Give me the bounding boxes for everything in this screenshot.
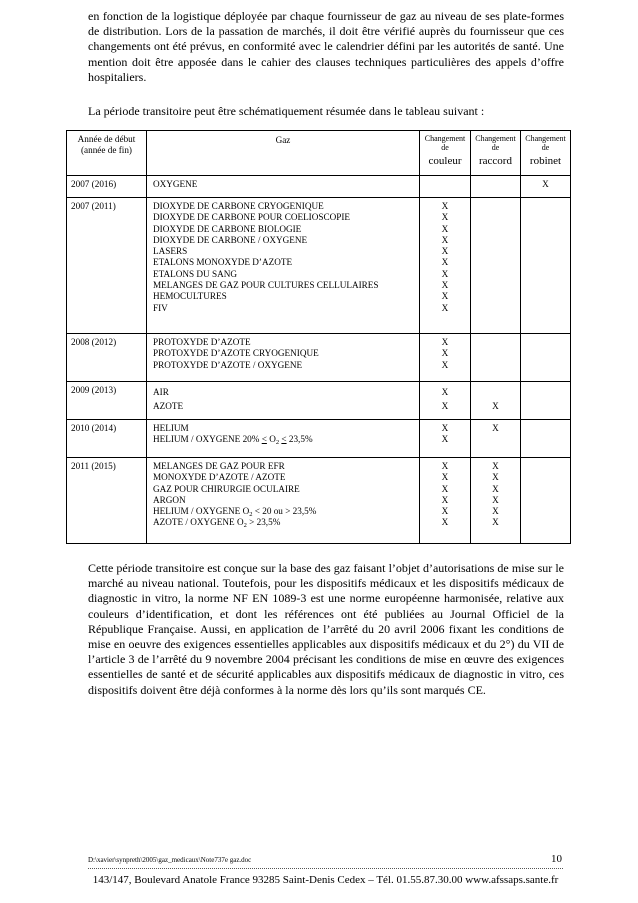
cell-raccord <box>471 382 521 420</box>
mark-x: X <box>441 257 449 268</box>
mark-x: X <box>492 461 499 471</box>
row-year: 2007 (2016) <box>67 176 147 198</box>
mark-x: X <box>492 423 499 433</box>
cell-couleur <box>420 420 471 458</box>
gas-text: HELIUM / OXYGENE 20% <box>153 434 262 445</box>
mark-x: X <box>492 506 499 517</box>
header-raccord <box>471 131 521 176</box>
gas-text: HELIUM / OXYGENE O <box>153 506 250 517</box>
cell-couleur <box>420 334 471 382</box>
header-year-line2: (année de fin) <box>80 145 132 156</box>
header-robinet-big: robinet <box>529 154 562 167</box>
row-gases <box>147 458 420 544</box>
gas-name: DIOXYDE DE CARBONE POUR COELIOSCOPIE <box>153 212 351 223</box>
mark-empty <box>471 385 520 399</box>
cell-robinet <box>521 382 571 420</box>
row-gases <box>147 198 420 334</box>
table-row <box>67 176 571 198</box>
mark-x: X <box>441 434 449 445</box>
mark-x: X <box>542 179 549 189</box>
header-year-line1: Année de début <box>77 134 136 144</box>
row-gases <box>147 382 420 420</box>
mark-x: X <box>492 401 499 411</box>
cell-couleur <box>420 382 471 420</box>
footer-address: 143/147, Boulevard Anatole France 93285 Saint-Denis Cedex – Tél. 01.55.87.30.00 www.afssaps.sante.fr <box>92 874 559 886</box>
header-couleur-small2: de <box>441 143 449 153</box>
gas-name <box>153 506 419 517</box>
gas-name: MELANGES DE GAZ POUR CULTURES CELLULAIRES <box>153 280 379 291</box>
gas-name: LASERS <box>153 246 188 257</box>
mark-x: X <box>441 494 449 505</box>
mark-x: X <box>441 348 449 359</box>
cell-couleur <box>420 458 471 544</box>
header-year <box>67 131 147 176</box>
gas-name: PROTOXYDE D’AZOTE CRYOGENIQUE <box>153 348 319 359</box>
gas-name: HELIUM <box>153 423 189 433</box>
intro-paragraph: en fonction de la logistique déployée par chaque fournisseur de gaz au niveau de ses plate-formes de distribution. Lors de la passation de marchés, il doit être vérifié auprès du fournisseur que ces changements ont été prévus, en conformité avec le calendrier défini par les autorités de santé. Une mention doit être apposée dans le cahier des clauses techniques particulières des appels d’offre hospitaliers. <box>88 9 564 84</box>
mark-x: X <box>492 483 499 494</box>
mark-x: X <box>441 472 449 483</box>
header-gaz: Gaz <box>147 131 420 176</box>
mark-x: X <box>441 359 449 370</box>
closing-paragraph: Cette période transitoire est conçue sur la base des gaz faisant l’objet d’autorisations de mise sur le marché au niveau national. Toutefois, pour les dispositifs médicaux et les dispositifs médicaux de diagnostic in vitro, la norme NF EN 1089-3 est une norme européenne harmonisée, relative aux couleurs d’identification, et dont les références ont été publiées au Journal Officiel de la République Française. Aussi, en application de l’arrêté du 20 avril 2006 fixant les conditions de mise en oeuvre des exigences essentielles applicables aux dispositifs médicaux et du 2°) du VII de l’article 3 de l’arrêté du 9 novembre 2004 précisant les conditions de mise en œuvre des exigences essentielles de santé et de sécurité applicables aux dispositifs médicaux de diagnostic in vitro, ces dispositifs doivent être déjà conformes à la norme dès lors qu’ils sont marqués CE. <box>88 561 564 697</box>
mark-x: X <box>441 401 449 411</box>
header-robinet-small1: Changement <box>525 134 566 143</box>
cell-robinet <box>521 420 571 458</box>
mark-x: X <box>492 472 499 483</box>
mark-x: X <box>441 387 449 397</box>
cell-raccord <box>471 334 521 382</box>
gas-name: DIOXYDE DE CARBONE / OXYGENE <box>153 234 308 245</box>
gas-text: < 20 ou > 23,5% <box>252 506 317 517</box>
row-year: 2009 (2013) <box>67 382 147 420</box>
table-row <box>67 334 571 382</box>
gas-name: AIR <box>153 387 169 397</box>
row-gases <box>147 176 420 198</box>
gas-name: ETALONS MONOXYDE D’AZOTE <box>153 257 293 268</box>
header-couleur-big: couleur <box>428 154 462 167</box>
cell-raccord <box>471 176 521 198</box>
gas-name: FIV <box>153 302 168 313</box>
gas-name: AZOTE <box>153 401 184 411</box>
gas-text: > 23,5% <box>246 517 281 528</box>
cell-raccord <box>471 458 521 544</box>
table-header-row <box>67 131 571 176</box>
table-lead-sentence: La période transitoire peut être schématiquement résumée dans le tableau suivant : <box>88 104 485 118</box>
gas-name: MELANGES DE GAZ POUR EFR <box>153 461 285 471</box>
footer-file-path: D:\xavier\synpreth\2005\gaz_medicaux\Note737e gaz.doc <box>88 856 252 864</box>
row-year: 2010 (2014) <box>67 420 147 458</box>
mark-x: X <box>492 517 499 528</box>
cell-raccord <box>471 198 521 334</box>
header-couleur-small1: Changement <box>424 134 466 143</box>
subscript: 2 <box>275 439 280 447</box>
mark-x: X <box>441 268 449 279</box>
subscript: 2 <box>249 511 253 519</box>
mark-x: X <box>441 302 449 313</box>
table-row <box>67 198 571 334</box>
table-row <box>67 382 571 420</box>
page-number: 10 <box>551 853 562 865</box>
mark-x: X <box>441 212 449 223</box>
mark-x: X <box>492 494 499 505</box>
gas-text: O <box>266 434 276 445</box>
header-raccord-big: raccord <box>479 154 512 167</box>
gas-name: OXYGENE <box>153 179 198 189</box>
gas-name <box>153 434 419 445</box>
less-equal-sign: < <box>261 434 267 445</box>
less-equal-sign: < <box>281 434 287 445</box>
row-gases <box>147 420 420 458</box>
header-robinet-small2: de <box>541 143 550 153</box>
row-gases <box>147 334 420 382</box>
gas-name: PROTOXYDE D’AZOTE / OXYGENE <box>153 359 303 370</box>
subscript: 2 <box>243 522 247 530</box>
cell-couleur <box>420 176 471 198</box>
header-couleur <box>420 131 471 176</box>
gas-name: PROTOXYDE D’AZOTE <box>153 337 251 347</box>
gas-name: ARGON <box>153 494 186 505</box>
cell-robinet <box>521 176 571 198</box>
table-row <box>67 458 571 544</box>
row-year: 2011 (2015) <box>67 458 147 544</box>
gas-name: DIOXYDE DE CARBONE CRYOGENIQUE <box>153 201 324 211</box>
header-raccord-small1: Changement <box>475 134 516 143</box>
gas-name: MONOXYDE D’AZOTE / AZOTE <box>153 472 286 483</box>
transition-table <box>66 130 571 544</box>
cell-robinet <box>521 198 571 334</box>
mark-x: X <box>441 201 449 211</box>
mark-x: X <box>441 423 449 433</box>
gas-name: ETALONS DU SANG <box>153 268 237 279</box>
cell-couleur <box>420 198 471 334</box>
gas-name <box>153 517 419 528</box>
cell-robinet <box>521 334 571 382</box>
mark-x: X <box>441 280 449 291</box>
gas-text: AZOTE / OXYGENE O <box>153 517 244 528</box>
table-row <box>67 420 571 458</box>
mark-x: X <box>441 223 449 234</box>
cell-robinet <box>521 458 571 544</box>
mark-x: X <box>441 291 449 302</box>
gas-name: DIOXYDE DE CARBONE BIOLOGIE <box>153 223 302 234</box>
cell-raccord <box>471 420 521 458</box>
gas-name: HEMOCULTURES <box>153 291 227 302</box>
mark-x: X <box>441 483 449 494</box>
row-year: 2008 (2012) <box>67 334 147 382</box>
mark-x: X <box>441 517 449 528</box>
footer-divider <box>88 868 563 869</box>
header-raccord-small2: de <box>491 143 500 153</box>
mark-x: X <box>441 337 449 347</box>
row-year: 2007 (2011) <box>67 198 147 334</box>
mark-x: X <box>441 246 449 257</box>
gas-text: 23,5% <box>286 434 313 445</box>
mark-x: X <box>441 234 449 245</box>
header-robinet <box>521 131 571 176</box>
gas-name: GAZ POUR CHIRURGIE OCULAIRE <box>153 483 300 494</box>
mark-x: X <box>441 461 449 471</box>
mark-x: X <box>441 506 449 517</box>
